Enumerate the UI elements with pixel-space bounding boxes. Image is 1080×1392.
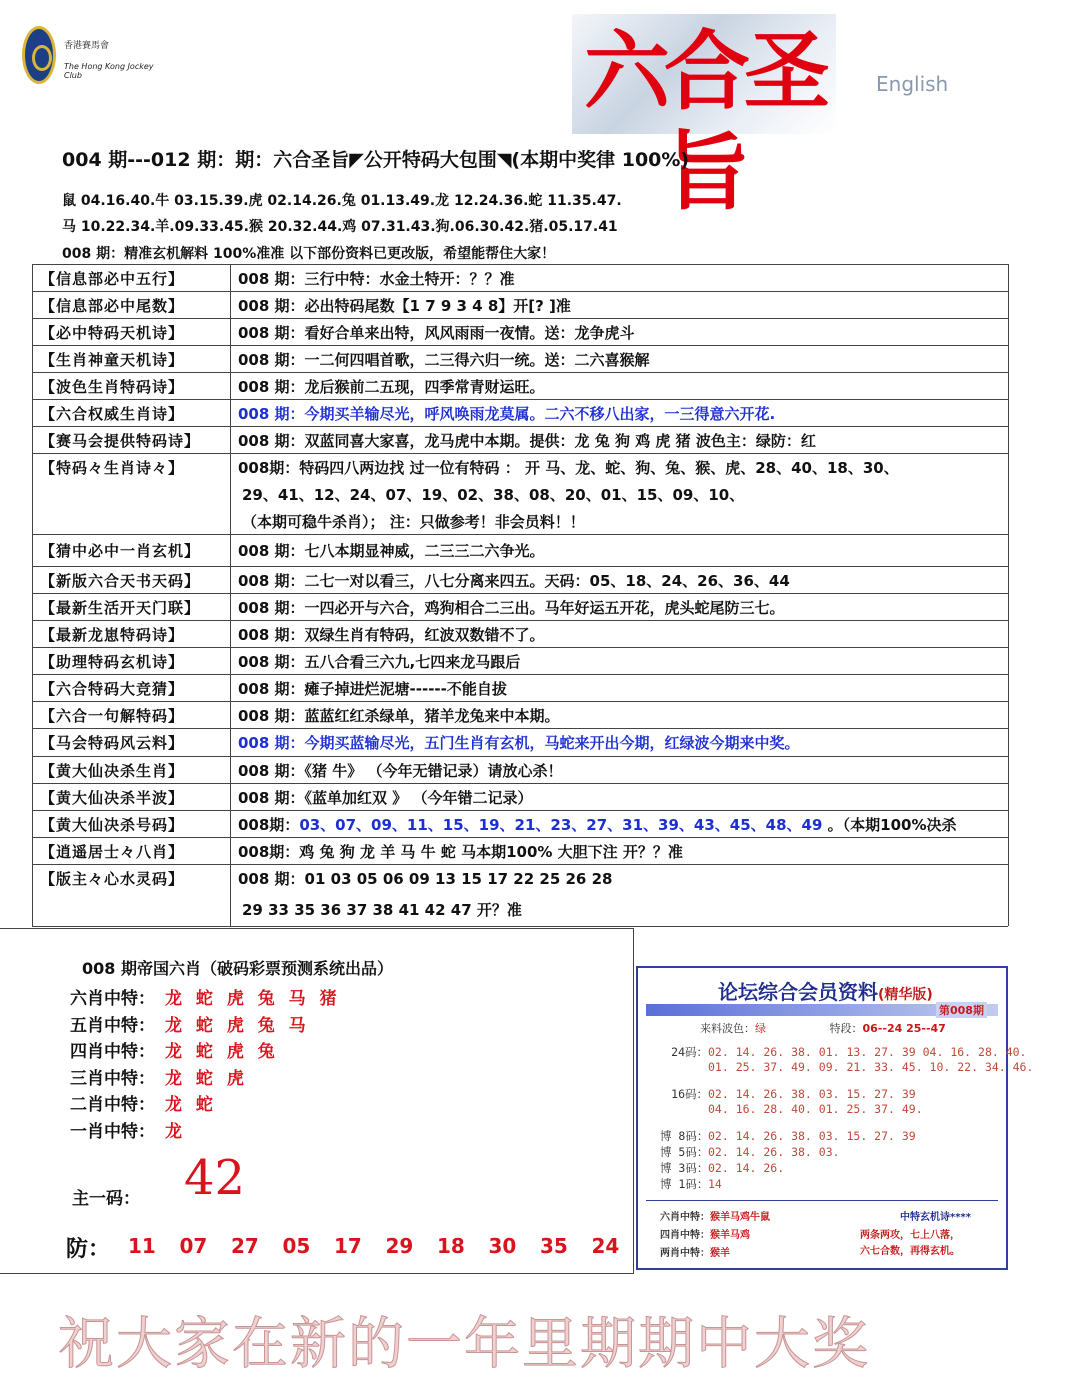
- fang-number: 18: [437, 1234, 465, 1258]
- card-poem-line-2: 六七合数，再得玄机。: [860, 1246, 960, 1257]
- table-row-divider: [32, 291, 1008, 292]
- table-row-label: 【最新生活开天门联】: [40, 599, 201, 617]
- six-zodiac-label: 一肖中特：: [70, 1121, 155, 1142]
- table-row-label: 【猜中必中一肖玄机】: [40, 542, 201, 560]
- table-row-label: 【波色生肖特码诗】: [40, 378, 185, 396]
- table-row-value: 008 期：瘫子掉进烂泥塘------不能自拔: [238, 680, 507, 698]
- card-foot-value: 猴羊马鸡: [710, 1230, 750, 1241]
- fang-number: 07: [179, 1234, 208, 1258]
- table-row-divider: [32, 593, 1008, 594]
- table-row-value: 008期：鸡 兔 狗 龙 羊 马 牛 蛇 马本期100% 大胆下注 开？？准: [238, 843, 683, 861]
- six-zodiac-title: 008 期帝国六肖（破码彩票预测系统出品）: [82, 959, 393, 978]
- page-headline: 004 期---012 期：期：六合圣旨◤公开特码大包围◥(本期中奖律 100%): [62, 149, 690, 171]
- table-row-divider: [32, 810, 1008, 811]
- zodiac-line-1: 鼠 04.16.40.牛 03.15.39.虎 02.14.26.兔 01.13.49.龙 12.24.36.蛇 11.35.47.: [62, 193, 622, 209]
- table-row-divider: [32, 453, 1008, 454]
- table-border: [32, 264, 1008, 265]
- six-zodiac-label: 三肖中特：: [70, 1068, 155, 1089]
- range-label: 特段：: [829, 1022, 863, 1035]
- table-row-divider: [32, 534, 1008, 535]
- banner-title: 六合圣旨: [584, 21, 824, 222]
- table-row-divider: [32, 620, 1008, 621]
- logo-chinese-text: 香港賽馬會: [64, 41, 110, 51]
- prediction-table: [32, 264, 1008, 926]
- table-row-value: 29 33 35 36 37 38 41 42 47 开？准: [242, 901, 522, 919]
- table-row-value: 008 期：五八合看三六九,七四来龙马跟后: [238, 653, 521, 671]
- six-zodiac-label: 二肖中特：: [70, 1095, 155, 1115]
- table-column-divider: [1008, 264, 1009, 926]
- table-row-label: 【必中特码天机诗】: [40, 324, 185, 342]
- table-row-value: 008 期：01 03 05 06 09 13 15 17 22 25 26 28: [238, 870, 613, 888]
- table-row-label: 【六合一句解特码】: [40, 707, 185, 725]
- six-zodiac-values: 龙 蛇 虎 兔 马 猪: [165, 989, 341, 1009]
- fang-number: 27: [231, 1234, 259, 1258]
- table-row-label: 【信息部必中尾数】: [40, 297, 185, 315]
- card-number-row: [660, 1128, 916, 1144]
- table-row-label: 【新版六合天书天码】: [40, 572, 201, 590]
- table-row-label: 【赛马会提供特码诗】: [40, 432, 201, 450]
- table-row-value: 008 期：龙后猴前二五现，四季常青财运旺。: [238, 378, 545, 396]
- card-edition: (精华版): [878, 987, 933, 1003]
- six-zodiac-row: [70, 984, 341, 1009]
- table-row-value: 008 期：必出特码尾数【1 7 9 3 4 8】开[? ]准: [238, 297, 571, 315]
- card-row-value: 02. 14. 26. 38. 03. 15. 27. 39: [708, 1087, 916, 1101]
- table-row-value: 008 期：一四必开与六合，鸡狗相合二三出。马年好运五开花，虎头蛇尾防三七。: [238, 599, 785, 617]
- card-number-row: [660, 1144, 840, 1160]
- table-row-label: 【逍遥居士々八肖】: [40, 843, 185, 861]
- table-row-divider: [32, 701, 1008, 702]
- fang-label: 防：: [66, 1237, 111, 1262]
- card-row-key: 16码：: [671, 1087, 708, 1101]
- table-row-divider: [32, 864, 1008, 865]
- table-row-value: 008 期：双绿生肖有特码，红波双数错不了。: [238, 626, 545, 644]
- kill-number-list: 03、07、09、11、15、19、21、23、27、31、39、43、45、48、49: [299, 816, 828, 834]
- card-foot-value: 猴羊马鸡牛鼠: [710, 1212, 770, 1223]
- table-row-value: 008 期：看好合单来出特，风风雨雨一夜情。送：龙争虎斗: [238, 324, 635, 342]
- table-row-divider: [32, 756, 1008, 757]
- card-divider: [646, 1200, 998, 1201]
- card-row-value: 02. 14. 26. 38. 03. 15. 27. 39: [708, 1129, 916, 1143]
- table-row-divider: [32, 399, 1008, 400]
- card-foot-key: 两肖中特：: [660, 1248, 710, 1259]
- table-row-divider: [32, 426, 1008, 427]
- card-foot-key: 四肖中特：: [660, 1230, 710, 1241]
- card-issue-badge: 第008期: [936, 1002, 987, 1018]
- fang-number: 11: [128, 1234, 156, 1258]
- table-row-divider: [32, 837, 1008, 838]
- table-column-divider: [230, 264, 231, 926]
- table-row-divider: [32, 566, 1008, 567]
- card-row-key: 博 5码：: [660, 1145, 709, 1159]
- card-title: [718, 976, 933, 1005]
- fang-number: 29: [385, 1234, 414, 1258]
- table-row-value: 008 期：七八本期显神威，二三三二六争光。: [238, 542, 545, 560]
- value-prefix: 008期：: [238, 816, 300, 834]
- table-row-divider: [32, 345, 1008, 346]
- card-poem-line-1: 两条两攻，七上八落，: [860, 1230, 960, 1241]
- fang-number: 17: [334, 1234, 362, 1258]
- card-row-value: 04. 16. 28. 40. 01. 25. 37. 49.: [708, 1102, 923, 1116]
- card-row-value: 02. 14. 26. 38. 01. 13. 27. 39 04. 16. 28. 40.: [708, 1045, 1027, 1059]
- table-row-value: 29、41、12、24、07、19、02、38、08、20、01、15、09、10、: [242, 486, 745, 504]
- table-row-label: 【黄大仙决杀号码】: [40, 816, 185, 834]
- card-color-line: [700, 1020, 946, 1036]
- six-zodiac-values: 龙: [165, 1121, 186, 1142]
- six-zodiac-row: [70, 1011, 310, 1036]
- six-zodiac-values: 龙 蛇 虎 兔: [165, 1042, 279, 1062]
- card-foot-row: [660, 1226, 750, 1241]
- table-row-divider: [32, 318, 1008, 319]
- card-poem-title: 中特玄机诗****: [900, 1212, 971, 1223]
- card-foot-key: 六肖中特：: [660, 1212, 710, 1223]
- table-row-label: 【六合权威生肖诗】: [40, 405, 185, 423]
- six-zodiac-row: [70, 1090, 217, 1115]
- table-row-label: 【黄大仙决杀半波】: [40, 789, 185, 807]
- card-row-value: 02. 14. 26.: [708, 1161, 785, 1175]
- bottom-greeting: 祝大家在新的一年里期期中大奖: [58, 1312, 870, 1377]
- card-number-row: [668, 1086, 916, 1102]
- table-row-label: 【信息部必中五行】: [40, 270, 185, 288]
- table-row-value: 008 期：三行中特：水金土特开：？？准: [238, 270, 515, 288]
- card-row-key: 博 1码：: [660, 1177, 709, 1191]
- jockey-club-emblem-icon: [22, 26, 56, 84]
- card-foot-value: 猴羊: [710, 1248, 730, 1259]
- card-row-value: 01. 25. 37. 49. 09. 21. 33. 45. 10. 22. 34. 46.: [708, 1060, 1034, 1074]
- logo-english-text: The Hong Kong Jockey Club: [64, 62, 154, 80]
- six-zodiac-values: 龙 蛇 虎: [165, 1068, 248, 1089]
- fang-number: 05: [282, 1234, 311, 1258]
- color-label: 来料波色：: [700, 1022, 755, 1035]
- six-zodiac-label: 四肖中特：: [70, 1042, 155, 1062]
- color-value: 绿: [755, 1022, 766, 1035]
- six-zodiac-values: 龙 蛇: [165, 1095, 217, 1115]
- card-number-row: [668, 1044, 1027, 1060]
- jockey-club-logo[interactable]: [22, 22, 172, 92]
- table-row-value: （本期可稳牛杀肖）； 注：只做参考！非会员料！！: [242, 513, 585, 531]
- table-row-value: 008 期：今期买羊输尽光，呼风唤雨龙莫属。二六不移八出家，一三得意六开花.: [238, 405, 776, 423]
- card-foot-row: [660, 1208, 770, 1223]
- table-border: [32, 926, 1008, 927]
- card-number-row: [668, 1102, 923, 1116]
- table-row-value: [238, 814, 957, 835]
- card-number-row: [660, 1176, 722, 1192]
- six-zodiac-values: 龙 蛇 虎 兔 马: [165, 1015, 310, 1036]
- table-row-label: 【马会特码风云料】: [40, 734, 185, 752]
- issue-note: 008 期：精准玄机解料 100%准准 以下部份资料已更改版，希望能帮住大家！: [62, 246, 556, 262]
- table-row-label: 【黄大仙决杀生肖】: [40, 762, 185, 780]
- table-row-label: 【最新龙崽特码诗】: [40, 626, 185, 644]
- card-row-key: 博 8码：: [660, 1129, 709, 1143]
- banner-image: [572, 14, 836, 222]
- table-row-value: 008 期：双蓝同喜大家喜，龙马虎中本期。提供：龙 兔 狗 鸡 虎 猪 波色主：绿防：红: [238, 432, 816, 450]
- table-row-value: 008 期：二七一对以看三，八七分离来四五。天码：05、18、24、26、36、44: [238, 572, 790, 590]
- card-title-text: 论坛综合会员资料: [718, 980, 878, 1004]
- card-number-row: [668, 1060, 1033, 1074]
- table-row-label: 【版主々心水灵码】: [40, 870, 185, 888]
- fang-number: 30: [488, 1234, 517, 1258]
- card-row-value: 14: [708, 1177, 722, 1191]
- card-number-row: [660, 1160, 784, 1176]
- main-number-label: 主一码：: [72, 1189, 140, 1209]
- table-row-divider: [32, 372, 1008, 373]
- six-zodiac-row: [70, 1037, 279, 1062]
- zodiac-line-2: 马 10.22.34.羊.09.33.45.猴 20.32.44.鸡 07.31.43.狗.06.30.42.猪.05.17.41: [62, 219, 618, 235]
- card-row-key: 24码：: [671, 1045, 708, 1059]
- table-row-divider: [32, 783, 1008, 784]
- table-row-divider: [32, 728, 1008, 729]
- six-zodiac-row: [70, 1117, 186, 1142]
- table-row-label: 【生肖神童天机诗】: [40, 351, 185, 369]
- table-row-value: 008 期：《猪 牛》 （今年无错记录）请放心杀！: [238, 762, 563, 780]
- table-column-divider: [32, 264, 33, 926]
- six-zodiac-label: 六肖中特：: [70, 989, 155, 1009]
- member-data-card: [636, 966, 1034, 1270]
- six-zodiac-row: [70, 1064, 248, 1089]
- fang-number: 24: [591, 1234, 620, 1258]
- table-row-value: 008期：特码四八两边找 过一位有特码 ： 开 马、龙、蛇、狗、兔、猴、虎、28、40、18、30、: [238, 459, 899, 477]
- table-row-label: 【六合特码大竞猜】: [40, 680, 185, 698]
- value-suffix: 。（本期100%决杀: [827, 816, 957, 834]
- table-row-divider: [32, 674, 1008, 675]
- table-row-divider: [32, 647, 1008, 648]
- table-row-label: 【助理特码玄机诗】: [40, 653, 185, 671]
- range-value: 06--24 25--47: [862, 1022, 946, 1035]
- six-zodiac-label: 五肖中特：: [70, 1015, 155, 1036]
- english-link[interactable]: English: [876, 72, 949, 96]
- table-row-value: 008 期：《蓝单加红双 》 （今年错二记录）: [238, 789, 533, 807]
- table-row-value: 008 期：今期买蓝输尽光，五门生肖有玄机，马蛇来开出今期，红绿波今期来中奖。: [238, 734, 800, 752]
- card-row-value: 02. 14. 26. 38. 03.: [708, 1145, 840, 1159]
- main-number: 42: [184, 1150, 246, 1206]
- table-row-value: 008 期：蓝蓝红红杀绿单，猪羊龙兔来中本期。: [238, 707, 560, 725]
- table-row-label: 【特码々生肖诗々】: [40, 459, 185, 477]
- card-row-key: 博 3码：: [660, 1161, 709, 1175]
- card-foot-row: [660, 1244, 730, 1259]
- fang-number: 35: [540, 1234, 568, 1258]
- table-row-value: 008 期：一二何四唱首歌，二三得六归一统。送：二六喜猴解: [238, 351, 650, 369]
